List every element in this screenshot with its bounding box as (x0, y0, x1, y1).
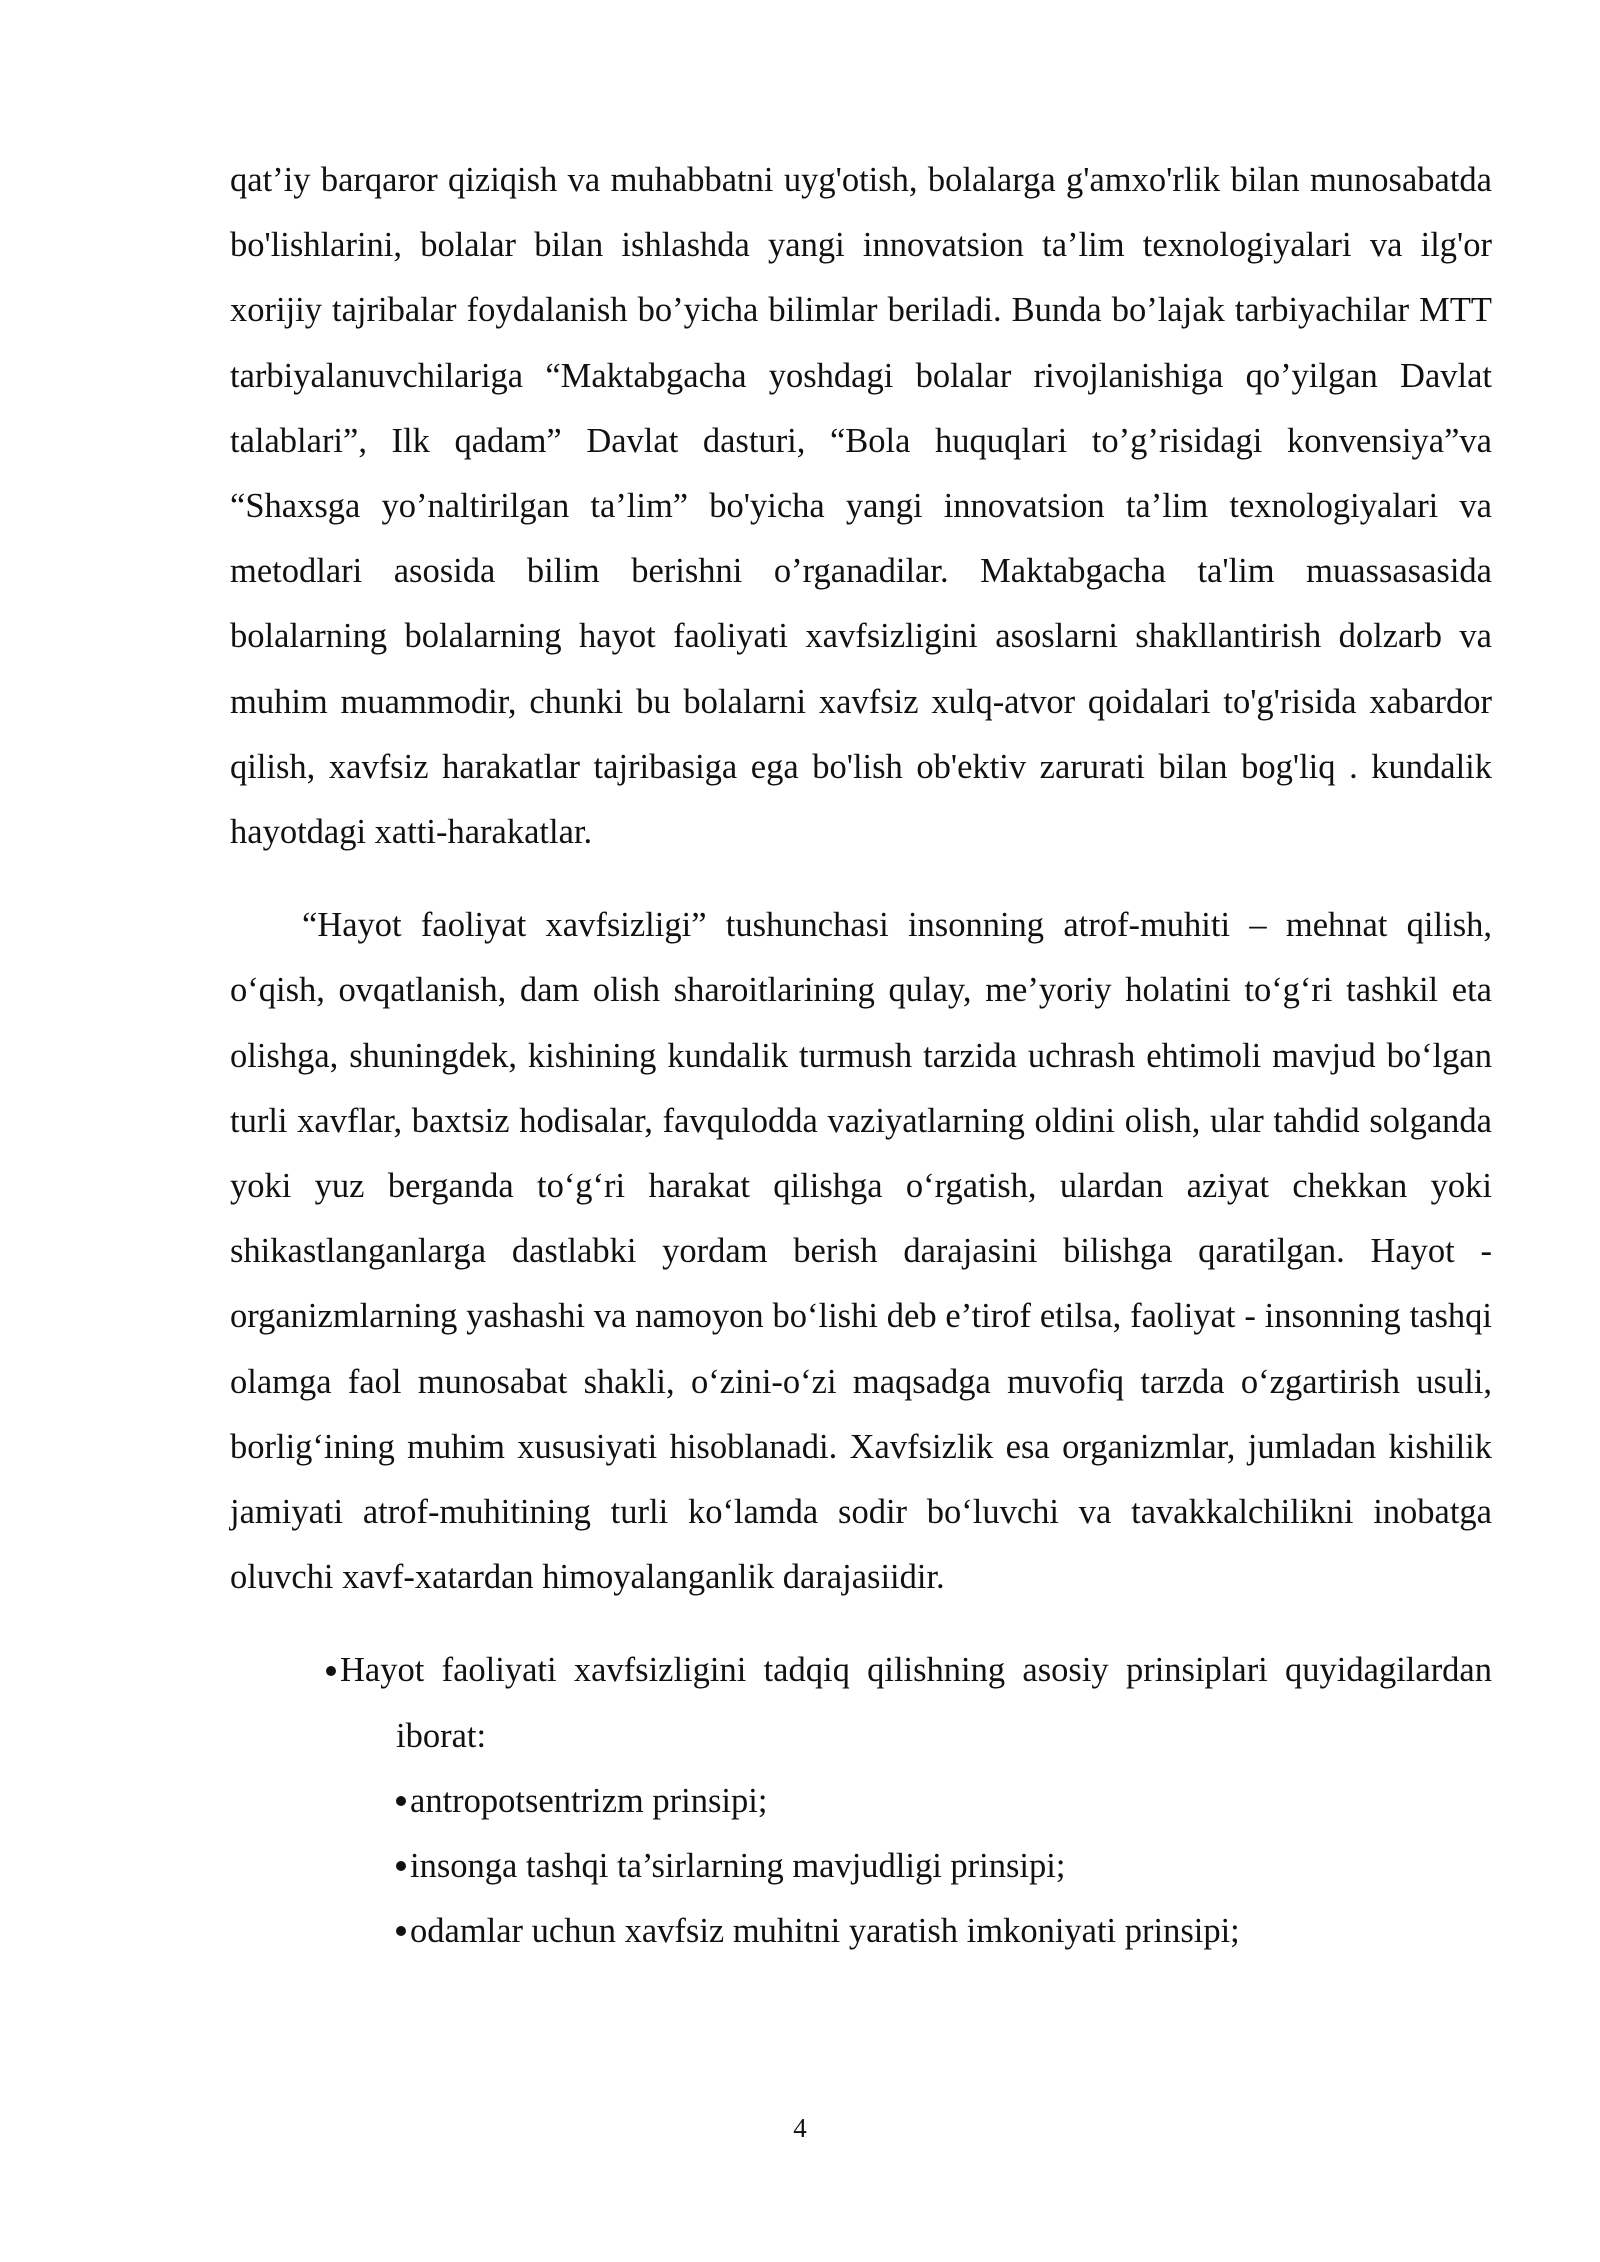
list-item (396, 1769, 1492, 1834)
bullet-icon (396, 1861, 406, 1871)
list-item-text: insonga tashqi ta’sirlarning mavjudligi prinsipi; (410, 1847, 1066, 1886)
bullet-icon (396, 1796, 406, 1806)
paragraph-2: “Hayot faoliyat xavfsizligi” tushunchasi insonning atrof-muhiti – mehnat qilish, o‘qish, ovqatlanish, dam olish sharoitlarining qulay, me’yoriy holatini to‘g‘ri tashkil eta olishga, shuningdek, kishining kundalik turmush tarzida uchrash ehtimoli mavjud bo‘lgan turli xavflar, baxtsiz hodisalar, favqulodda vaziyatlarning oldini olish, ular tahdid solganda yoki yuz berganda to‘g‘ri harakat qilishga o‘rgatish, ulardan aziyat chekkan yoki shikastlanganlarga dastlabki yordam berish darajasini bilishga qaratilgan. Hayot - organizmlarning yashashi va namoyon bo‘lishi deb e’tirof etilsa, faoliyat - insonning tashqi olamga faol munosabat shakli, o‘zini-o‘zi maqsadga muvofiq tarzda o‘zgartirish usuli, borlig‘ining muhim xususiyati hisoblanadi. Xavfsizlik esa organizmlar, jumladan kishilik jamiyati atrof-muhitining turli ko‘lamda sodir bo‘luvchi va tavakkalchilikni inobatga oluvchi xavf-xatardan himoyalanganlik darajasiidir. (230, 906, 1492, 1597)
list-item (396, 1834, 1492, 1899)
list-item-text: antropotsentrizm prinsipi; (410, 1781, 768, 1820)
list-item (396, 1899, 1492, 1964)
bullet-icon (326, 1666, 336, 1676)
page-number: 4 (793, 2113, 807, 2143)
principles-list (230, 1638, 1492, 1964)
list-intro-item (326, 1638, 1492, 1768)
bullet-icon (396, 1926, 406, 1936)
page-content (230, 148, 1492, 1964)
paragraph-1: qat’iy barqaror qiziqish va muhabbatni uyg'otish, bolalarga g'amxo'rlik bilan munosabatda bo'lishlarini, bolalar bilan ishlashda yangi innovatsion ta’lim texnologiyalari va ilg'or xorijiy tajribalar foydalanish bo’yicha bilimlar beriladi. Bunda bo’lajak tarbiyachilar MTT tarbiyalanuvchilariga “Maktabgacha yoshdagi bolalar rivojlanishiga qo’yilgan Davlat talablari”, Ilk qadam” Davlat dasturi, “Bola huquqlari to’g’risidagi konvensiya”va “Shaxsga yo’naltirilgan ta’lim” bo'yicha yangi innovatsion ta’lim texnologiyalari va metodlari asosida bilim berishni o’rganadilar. Maktabgacha ta'lim muassasasida bolalarning bolalarning hayot faoliyati xavfsizligini asoslarni shakllantirish dolzarb va muhim muammodir, chunki bu bolalarni xavfsiz xulq-atvor qoidalari to'g'risida xabardor qilish, xavfsiz harakatlar tajribasiga ega bo'lish ob'ektiv zarurati bilan bog'liq . kundalik hayotdagi xatti-harakatlar. (230, 161, 1492, 852)
list-item-text: odamlar uchun xavfsiz muhitni yaratish imkoniyati prinsipi; (410, 1912, 1240, 1951)
list-intro-text: Hayot faoliyati xavfsizligini tadqiq qilishning asosiy prinsiplari quyidagilardan iborat: (340, 1651, 1492, 1755)
